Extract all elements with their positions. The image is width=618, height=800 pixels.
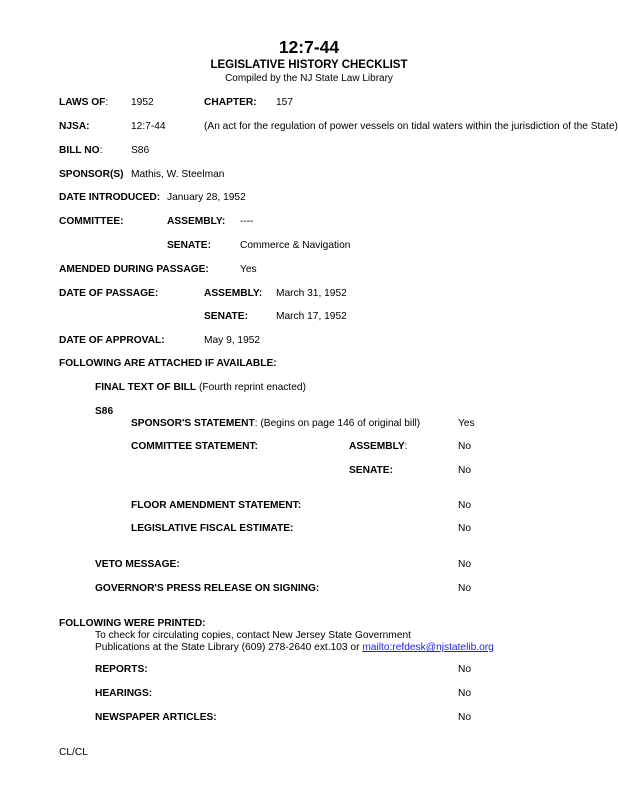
footer-initials: CL/CL xyxy=(59,747,88,758)
committee-senate-label: SENATE: xyxy=(167,240,211,251)
reports-value: No xyxy=(458,664,472,675)
njsa-value: 12:7-44 xyxy=(131,121,166,132)
date-passage-label: DATE OF PASSAGE: xyxy=(59,288,159,299)
date-approval-value: May 9, 1952 xyxy=(204,335,261,346)
printed-heading: FOLLOWING WERE PRINTED: xyxy=(59,618,206,629)
floor-amendment-label: FLOOR AMENDMENT STATEMENT: xyxy=(131,500,302,511)
press-release-value: No xyxy=(458,583,472,594)
amended-value: Yes xyxy=(240,264,257,275)
passage-assembly-value: March 31, 1952 xyxy=(276,288,347,299)
printed-line-2: Publications at the State Library (609) 278-2640 ext.103 or mailto:refdesk@njstatelib.org xyxy=(95,642,494,653)
njsa-label: NJSA: xyxy=(59,121,90,132)
refdesk-email-link[interactable]: mailto:refdesk@njstatelib.org xyxy=(362,642,494,653)
bill-id: S86 xyxy=(95,406,114,417)
page-title: 12:7-44 xyxy=(278,37,340,57)
sponsor-statement-value: Yes xyxy=(458,418,475,429)
veto-label: VETO MESSAGE: xyxy=(95,559,180,570)
chapter-label: CHAPTER: xyxy=(204,97,257,108)
sponsor-statement-line: SPONSOR'S STATEMENT: (Begins on page 146 of original bill) xyxy=(131,418,421,429)
cs-senate-label: SENATE: xyxy=(349,465,393,476)
cs-senate-value: No xyxy=(458,465,472,476)
final-text-line: FINAL TEXT OF BILL (Fourth reprint enacted) xyxy=(95,382,306,393)
floor-amendment-value: No xyxy=(458,500,472,511)
committee-label: COMMITTEE: xyxy=(59,216,124,227)
cs-assembly-value: No xyxy=(458,441,472,452)
committee-statement-label: COMMITTEE STATEMENT: xyxy=(131,441,258,452)
veto-value: No xyxy=(458,559,472,570)
reports-label: REPORTS: xyxy=(95,664,148,675)
hearings-value: No xyxy=(458,688,472,699)
bill-no-label: BILL NO: xyxy=(59,145,103,156)
hearings-label: HEARINGS: xyxy=(95,688,153,699)
press-release-label: GOVERNOR'S PRESS RELEASE ON SIGNING: xyxy=(95,583,320,594)
passage-assembly-label: ASSEMBLY: xyxy=(204,288,263,299)
attached-heading: FOLLOWING ARE ATTACHED IF AVAILABLE: xyxy=(59,358,277,369)
cs-assembly-label: ASSEMBLY: xyxy=(349,441,408,452)
njsa-description: (An act for the regulation of power vessels on tidal waters within the jurisdiction of the State) xyxy=(204,121,618,132)
laws-of-value: 1952 xyxy=(131,97,154,108)
newspaper-value: No xyxy=(458,712,472,723)
document-title: LEGISLATIVE HISTORY CHECKLIST xyxy=(210,59,408,71)
committee-assembly-value: ---- xyxy=(240,216,254,227)
sponsor-value: Mathis, W. Steelman xyxy=(131,169,225,180)
committee-senate-value: Commerce & Navigation xyxy=(240,240,351,251)
compiled-by: Compiled by the NJ State Law Library xyxy=(225,73,393,84)
fiscal-estimate-label: LEGISLATIVE FISCAL ESTIMATE: xyxy=(131,523,294,534)
date-approval-label: DATE OF APPROVAL: xyxy=(59,335,165,346)
chapter-value: 157 xyxy=(276,97,293,108)
laws-of-label: LAWS OF: xyxy=(59,97,109,108)
printed-line-1: To check for circulating copies, contact New Jersey State Government xyxy=(95,630,411,641)
date-introduced-label: DATE INTRODUCED: xyxy=(59,192,161,203)
newspaper-label: NEWSPAPER ARTICLES: xyxy=(95,712,217,723)
sponsor-label: SPONSOR(S) xyxy=(59,169,124,180)
committee-assembly-label: ASSEMBLY: xyxy=(167,216,226,227)
passage-senate-value: March 17, 1952 xyxy=(276,311,347,322)
amended-label: AMENDED DURING PASSAGE: xyxy=(59,264,209,275)
fiscal-estimate-value: No xyxy=(458,523,472,534)
passage-senate-label: SENATE: xyxy=(204,311,248,322)
bill-no-value: S86 xyxy=(131,145,150,156)
date-introduced-value: January 28, 1952 xyxy=(167,192,246,203)
